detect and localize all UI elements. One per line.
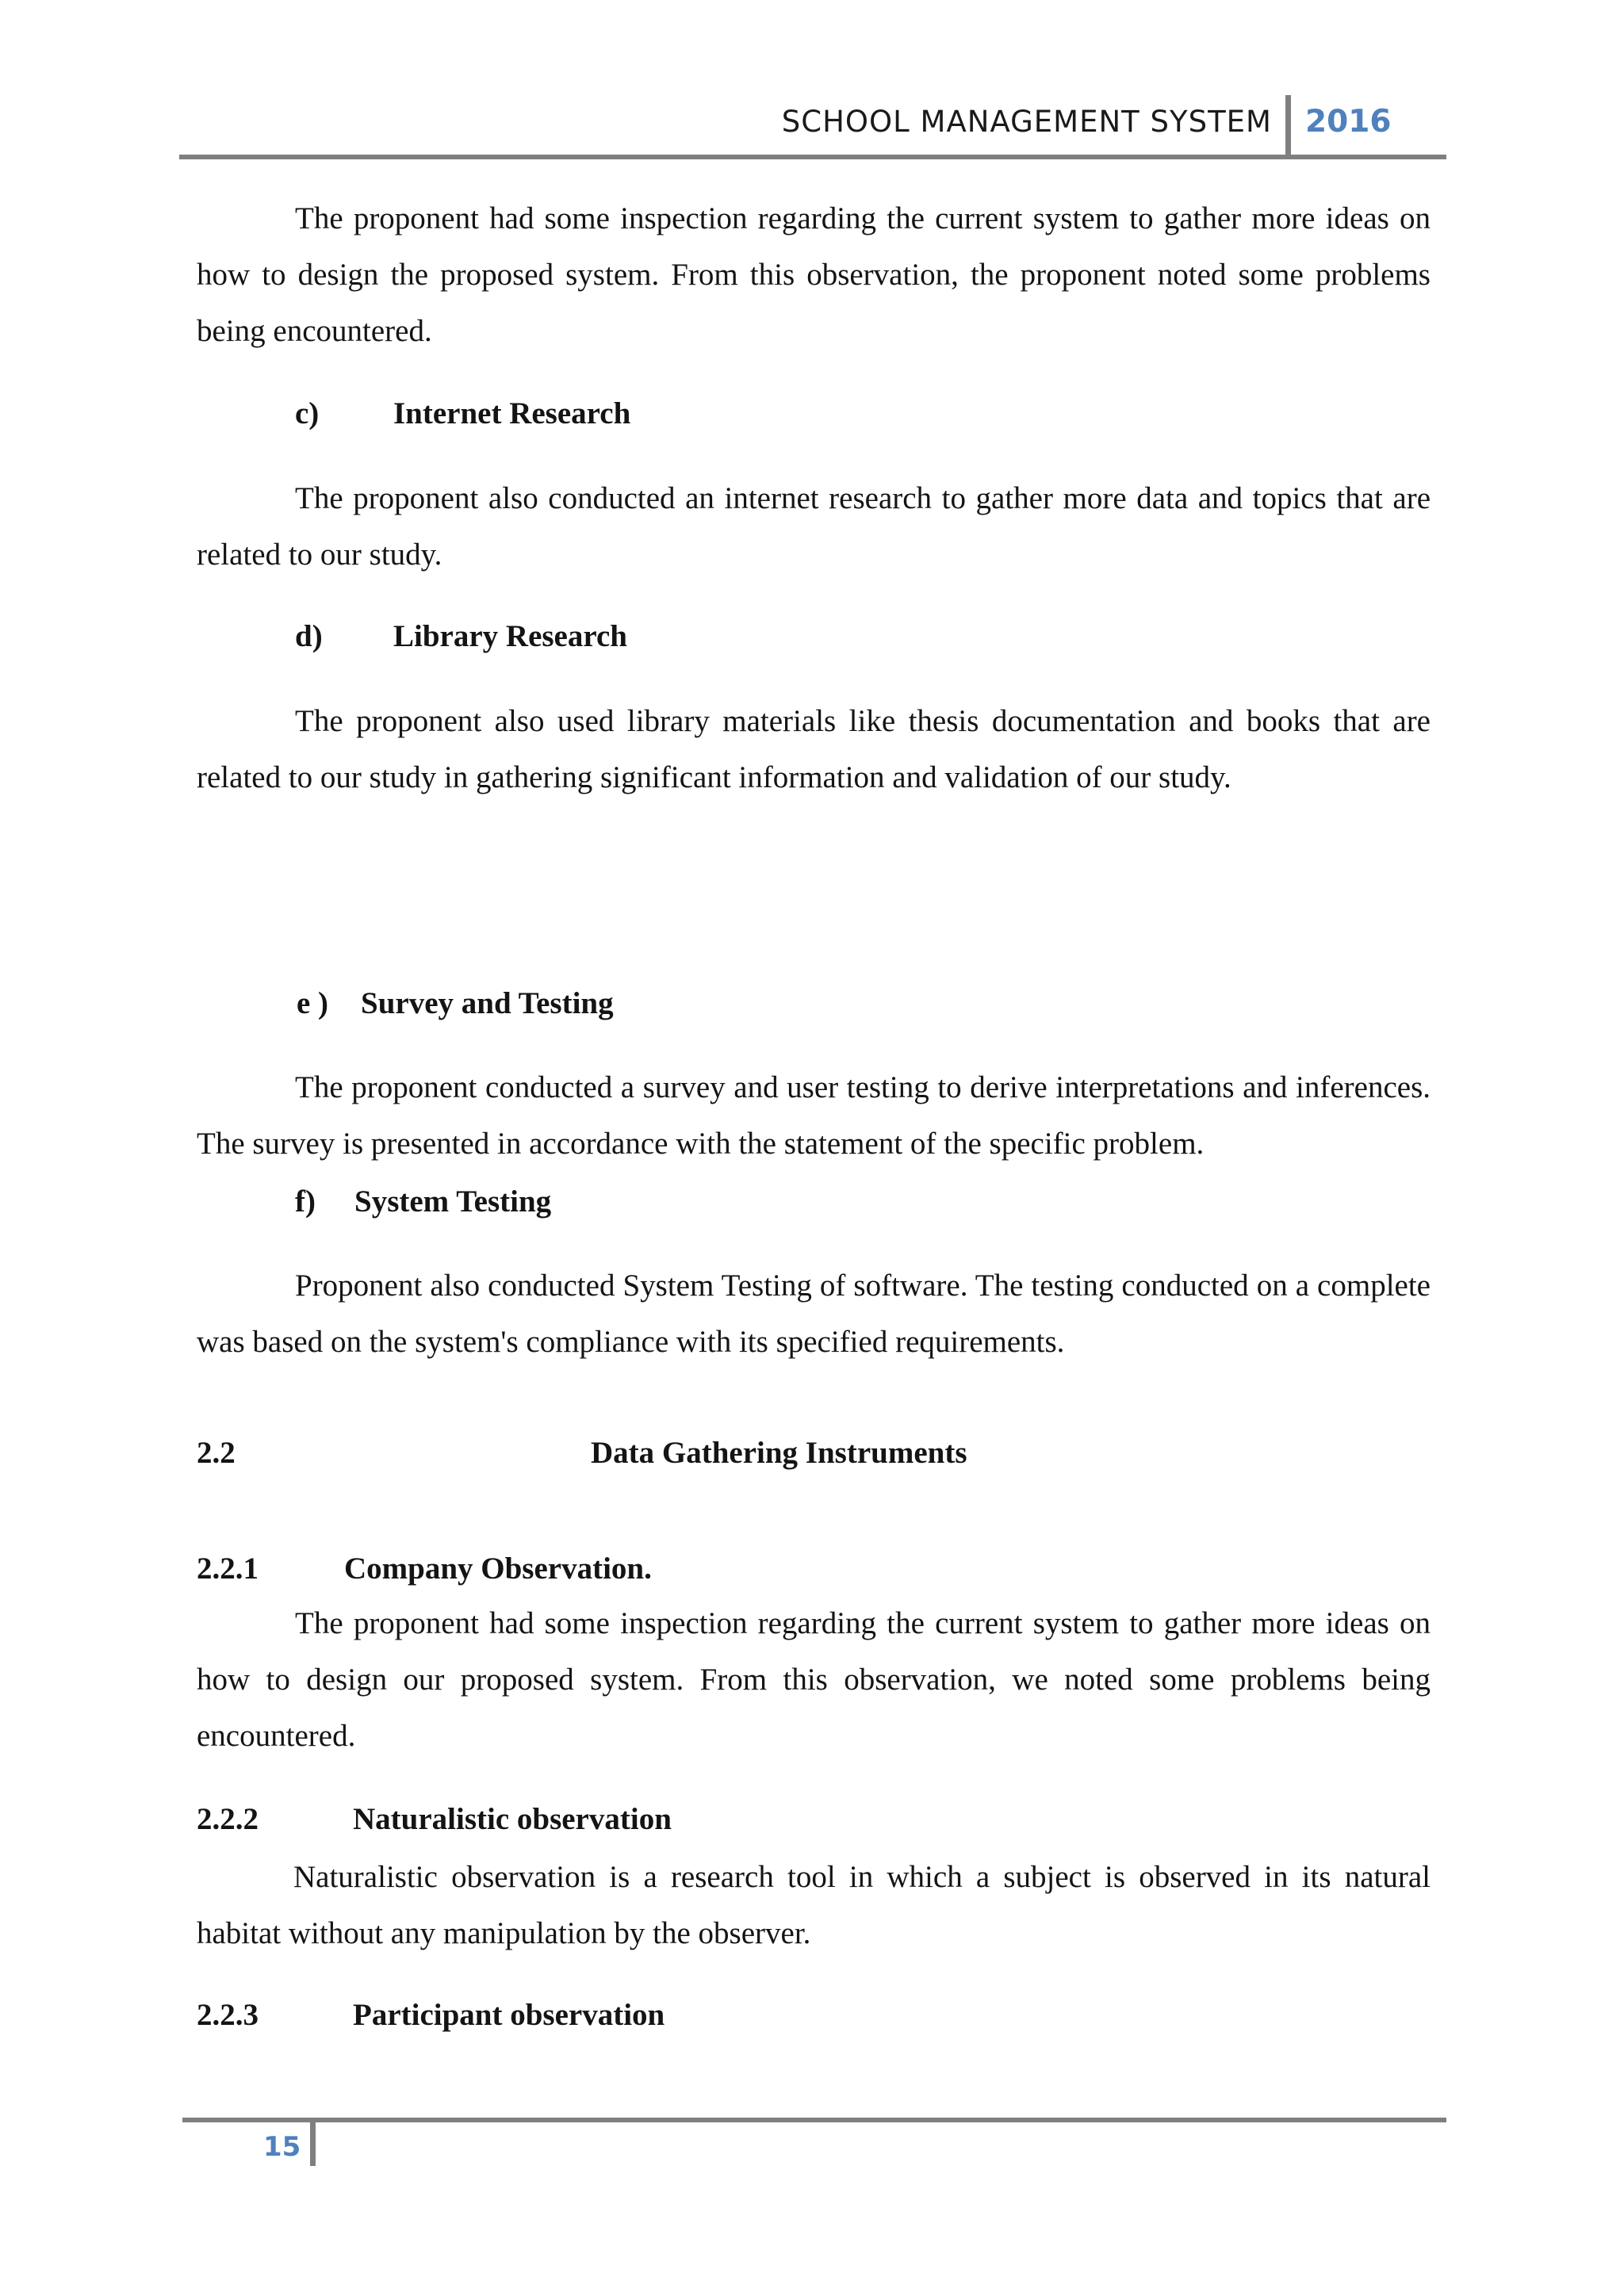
subsection-title-participant-observation: Participant observation [353,1998,665,2032]
subsection-title-naturalistic-observation: Naturalistic observation [353,1802,672,1836]
page-number: 15 [263,2131,301,2163]
header-rule [179,155,1446,159]
heading-f-marker: f) [295,1184,316,1219]
heading-e-marker: e ) [297,986,329,1020]
paragraph-library-research: The proponent also used library materials like thesis documentation and books that are related to our study in gathering significant information and validation of our study. [197,704,1431,794]
paragraph-system-testing: Proponent also conducted System Testing of software. The testing conducted on a complete was based on the system's compliance with its specified requirements. [197,1269,1431,1359]
section-number-2-2: 2.2 [197,1436,236,1470]
paragraph-internet-research: The proponent also conducted an internet research to gather more data and topics that are related to our study. [197,481,1431,572]
heading-d-marker: d) [295,619,323,653]
running-header-year: 2016 [1305,104,1392,140]
paragraph-survey-testing: The proponent conducted a survey and user testing to derive interpretations and inferences. The survey is presented in accordance with the statement of the specific problem. [197,1070,1431,1161]
heading-internet-research: Internet Research [393,396,631,430]
section-title-data-gathering: Data Gathering Instruments [591,1436,967,1470]
heading-c-marker: c) [295,396,320,430]
subsection-number-2-2-1: 2.2.1 [197,1552,259,1586]
subsection-title-company-observation: Company Observation. [344,1552,652,1586]
running-header-title: SCHOOL MANAGEMENT SYSTEM [781,105,1272,139]
paragraph-company-observation: The proponent had some inspection regarding the current system to gather more ideas on how to design our proposed system. From this observation, we noted some problems being encountered. [197,1606,1431,1753]
footer-rule [182,2118,1446,2122]
heading-library-research: Library Research [393,619,627,653]
heading-survey-testing: Survey and Testing [361,986,614,1020]
paragraph-naturalistic-observation: Naturalistic observation is a research tool in which a subject is observed in its natural habitat without any manipulation by the observer. [197,1860,1431,1950]
subsection-number-2-2-3: 2.2.3 [197,1998,259,2032]
header-divider [1285,95,1291,157]
subsection-number-2-2-2: 2.2.2 [197,1802,259,1836]
footer-divider [310,2120,316,2166]
heading-system-testing: System Testing [354,1184,552,1219]
paragraph-observation: The proponent had some inspection regarding the current system to gather more ideas on how to design the proposed system. From this observation, the proponent noted some problems being encountered. [197,201,1431,348]
